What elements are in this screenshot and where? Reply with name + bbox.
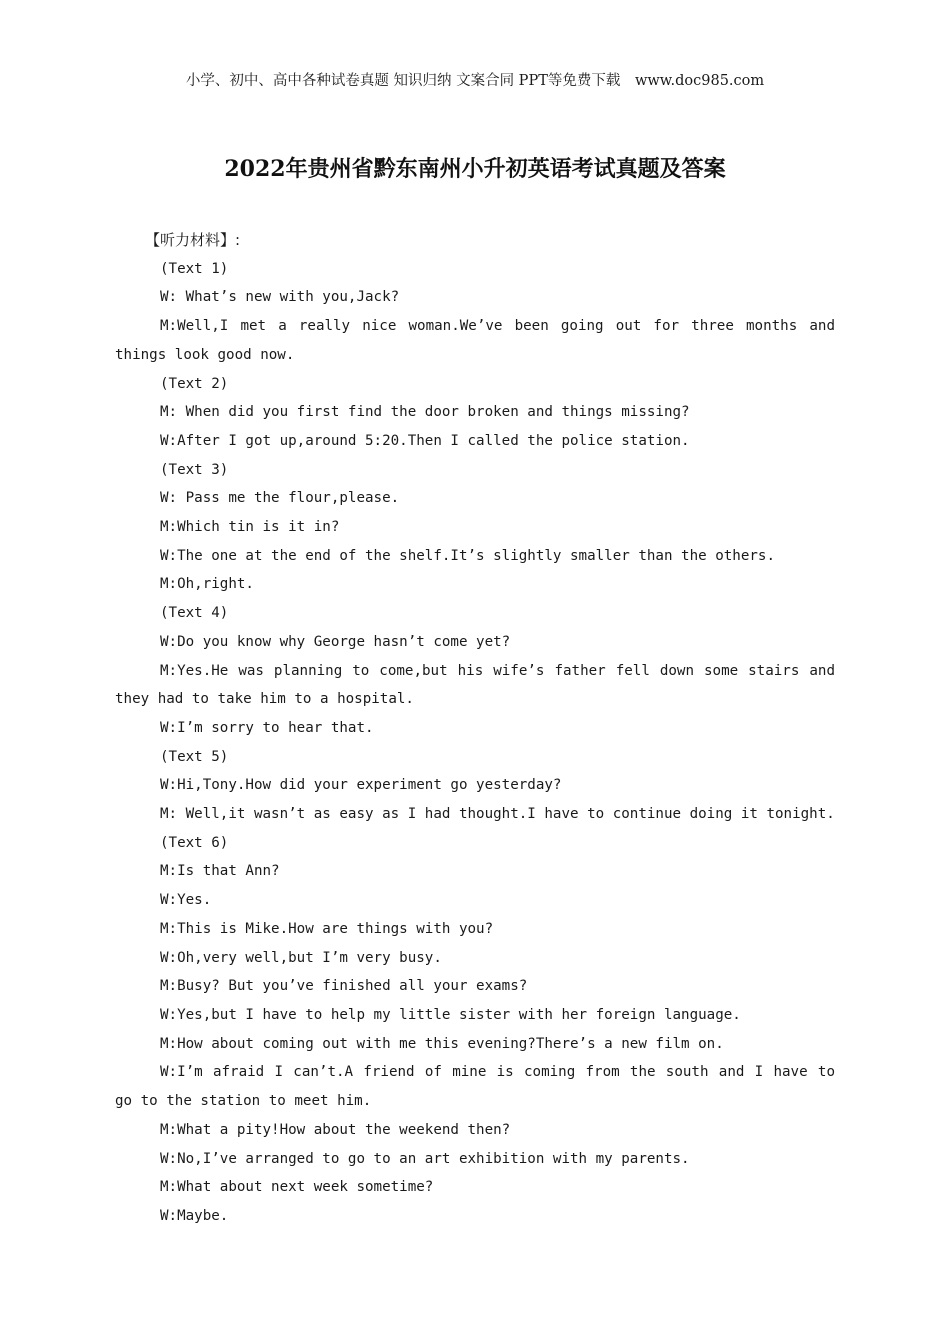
dialogue-line: W: What’s new with you,Jack? xyxy=(160,289,400,306)
text-label: (Text 5) xyxy=(160,748,229,765)
section-heading: 【听力材料】: xyxy=(145,231,241,249)
dialogue-line: W:The one at the end of the shelf.It’s slightly smaller than the others. xyxy=(160,547,775,564)
dialogue-line: M:Well,I met a really nice woman.We’ve been going out for three months and xyxy=(160,318,835,335)
dialogue-line: M:What a pity!How about the weekend then? xyxy=(160,1121,511,1138)
dialogue-line: W:Maybe. xyxy=(160,1207,229,1224)
text-label: (Text 4) xyxy=(160,605,229,622)
dialogue-line: W: Pass me the flour,please. xyxy=(160,490,400,507)
dialogue-line: W:Yes,but I have to help my little sister with her foreign language. xyxy=(160,1006,741,1023)
dialogue-line-continued: they had to take him to a hospital. xyxy=(115,691,414,708)
dialogue-line: W:I’m afraid I can’t.A friend of mine is coming from the south and I have to xyxy=(160,1064,835,1081)
dialogue-line-continued: things look good now. xyxy=(115,346,295,363)
dialogue-line: M:This is Mike.How are things with you? xyxy=(160,920,494,937)
text-label: (Text 1) xyxy=(160,260,229,277)
site-header xyxy=(0,69,950,90)
dialogue-line: M:Which tin is it in? xyxy=(160,519,340,536)
dialogue-line: M: When did you first find the door broken and things missing? xyxy=(160,404,690,421)
listening-material xyxy=(115,226,835,1231)
dialogue-line: W:Oh,very well,but I’m very busy. xyxy=(160,949,442,966)
dialogue-line: M:Yes.He was planning to come,but his wife’s father fell down some stairs and xyxy=(160,662,835,679)
dialogue-line: M:How about coming out with me this evening?There’s a new film on. xyxy=(160,1035,724,1052)
dialogue-line: M: Well,it wasn’t as easy as I had thought.I have to continue doing it tonight. xyxy=(160,806,835,823)
dialogue-line: M:Is that Ann? xyxy=(160,863,280,880)
dialogue-line: M:Oh,right. xyxy=(160,576,254,593)
text-label: (Text 6) xyxy=(160,834,229,851)
dialogue-line: W:Yes. xyxy=(160,892,212,909)
dialogue-line: W:I’m sorry to hear that. xyxy=(160,719,374,736)
dialogue-line: M:What about next week sometime? xyxy=(160,1179,434,1196)
dialogue-line: W:No,I’ve arranged to go to an art exhibition with my parents. xyxy=(160,1150,690,1167)
dialogue-line: W:Hi,Tony.How did your experiment go yesterday? xyxy=(160,777,562,794)
text-label: (Text 3) xyxy=(160,461,229,478)
dialogue-line: W:Do you know why George hasn’t come yet? xyxy=(160,633,511,650)
text-label: (Text 2) xyxy=(160,375,229,392)
document-title: 2022年贵州省黔东南州小升初英语考试真题及答案 xyxy=(224,156,726,182)
dialogue-line: W:After I got up,around 5:20.Then I called the police station. xyxy=(160,432,690,449)
site-url-link[interactable]: www.doc985.com xyxy=(634,73,765,89)
dialogue-line: M:Busy? But you’ve finished all your exams? xyxy=(160,978,528,995)
site-header-text: 小学、初中、高中各种试卷真题 知识归纳 文案合同 PPT等免费下载 xyxy=(185,73,621,89)
dialogue-line-continued: go to the station to meet him. xyxy=(115,1093,372,1110)
